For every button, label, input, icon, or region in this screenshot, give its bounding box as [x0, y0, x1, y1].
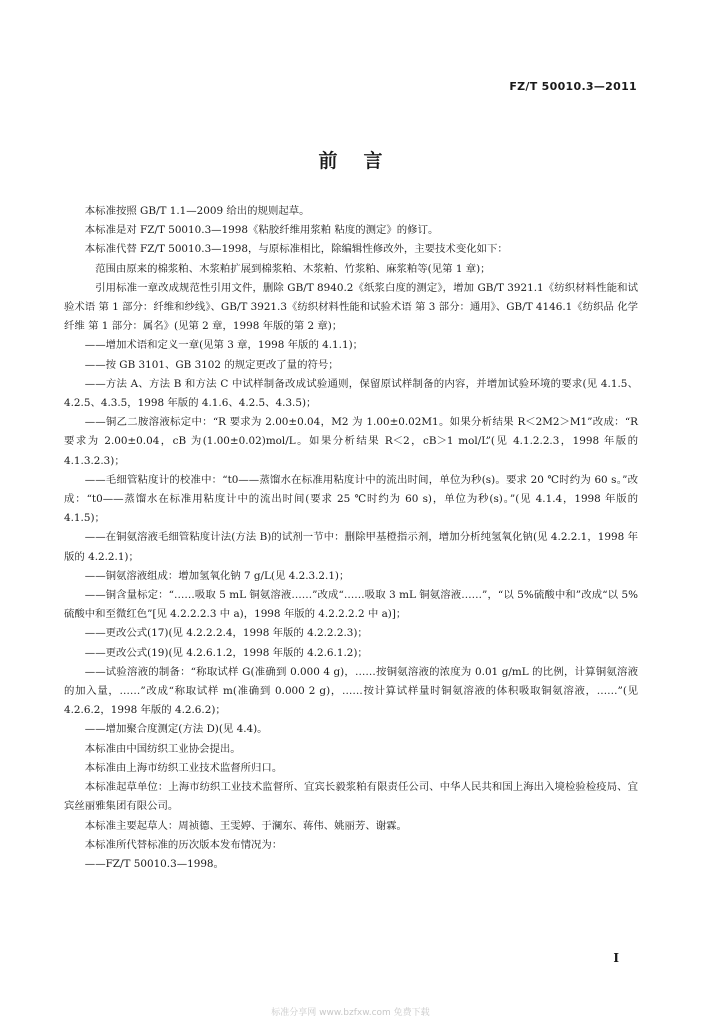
change-item-test-solution: ——试验溶液的制备：“称取试样 G(准确到 0.000 4 g)，……按铜氨溶液的浓度为 0.01 g/mL 的比例，计算铜氨溶液的加入量，……”改成“称取试样 m(准确到 0.000 2 g)，……按计算试样量时铜氨溶液的体积吸取铜氨溶液，……”(见 4.2.6.2，1998 年版的 4.2.6.2)； — [64, 665, 638, 717]
foreword-body — [64, 202, 638, 874]
change-item-calibration: ——铜乙二胺溶液标定中：“R 要求为 2.00±0.04，M2 为 1.00±0.02M1。如果分析结果 R＜2M2＞M1”改成：“R 要求为 2.00±0.04，cB 为(1.00±0.02)mol/L。如果分析结果 R＜2，cB＞1 mol/L”(见 4.1.2.2.3，1998 年版的 4.1.3.2.3)； — [64, 416, 638, 467]
standard-code: FZ/T 50010.3—2011 — [509, 80, 637, 93]
change-item-reagents: ——在铜氨溶液毛细管粘度计法(方法 B)的试剂一节中：删除甲基橙指示剂，增加分析纯氢氧化钠(见 4.2.2.1，1998 年版的 4.2.2.1)； — [64, 531, 638, 563]
change-item-polymerization: ——增加聚合度测定(方法 D)(见 4.4)。 — [84, 723, 268, 736]
change-item-symbols: ——按 GB 3101、GB 3102 的规定更改了量的符号； — [84, 358, 339, 371]
paragraph-replaces: 本标准代替 FZ/T 50010.3—1998，与原标准相比，除编辑性修改外，主要技术变化如下： — [84, 243, 508, 256]
change-item-composition: ——铜氨溶液组成：增加氢氧化钠 7 g/L(见 4.2.3.2.1)； — [84, 569, 350, 582]
page-number: I — [613, 951, 619, 965]
page-title: 前言 — [318, 150, 409, 172]
paragraph-drafting-units: 本标准起草单位：上海市纺织工业技术监督所、宜宾长毅浆粕有限责任公司、中华人民共和国上海出入境检验检疫局、宜宾丝丽雅集团有限公司。 — [64, 781, 638, 813]
change-item-formula-19: ——更改公式(19)(见 4.2.6.1.2，1998 年版的 4.2.6.1.2)； — [84, 646, 368, 659]
paragraph-history: 本标准所代替标准的历次版本发布情况为： — [84, 838, 283, 851]
paragraph-centralized-by: 本标准由上海市纺织工业技术监督所归口。 — [84, 761, 283, 774]
change-item-references: 引用标准一章改成规范性引用文件，删除 GB/T 8940.2《纸浆白度的测定》，增加 GB/T 3921.1《纺织材料性能和试验术语 第 1 部分：纤维和纱线》、GB/T 3921.3《纺织材料性能和试验术语 第 3 部分：通用》、GB/T 4146.1《纺织品 化学纤维 第 1 部分：属名》(见第 2 章，1998 年版的第 2 章)； — [64, 281, 638, 333]
paragraph-drafters: 本标准主要起草人：周祯德、王雯婷、于澜东、蒋伟、姚丽芳、谢霖。 — [84, 819, 407, 832]
change-item-scope: 范围由原来的棉浆粕、木浆粕扩展到棉浆粕、木浆粕、竹浆粕、麻浆粕等(见第 1 章)； — [95, 262, 491, 275]
change-item-methods: ——方法 A、方法 B 和方法 C 中试样制备改成试验通则，保留原试样制备的内容，并增加试验环境的要求(见 4.1.5、4.2.5、4.3.5，1998 年版的 4.1.6、4.2.5、4.3.5)； — [64, 377, 638, 410]
paragraph-revision: 本标准是对 FZ/T 50010.3—1998《粘胶纤维用浆粕 粘度的测定》的修订。 — [84, 224, 439, 237]
change-item-viscometer: ——毛细管粘度计的校准中：“t0——蒸馏水在标准用粘度计中的流出时间，单位为秒(s)。要求 20 ℃时约为 60 s。”改成：“t0——蒸馏水在标准用粘度计中的流出时间(要求 25 ℃时约为 60 s)，单位为秒(s)。”(见 4.1.4，1998 年版的 4.1.5)； — [64, 473, 638, 525]
change-item-formula-17: ——更改公式(17)(见 4.2.2.2.4，1998 年版的 4.2.2.2.3)； — [84, 627, 368, 640]
history-item: ——FZ/T 50010.3—1998。 — [84, 857, 224, 870]
change-item-terms: ——增加术语和定义一章(见第 3 章，1998 年版的 4.1.1)； — [84, 339, 364, 352]
paragraph-proposed-by: 本标准由中国纺织工业协会提出。 — [84, 742, 241, 755]
watermark: 标准分享网 www.bzfxw.com 免费下载 — [271, 1008, 430, 1018]
change-item-copper-content: ——铜含量标定：“……吸取 5 mL 铜氨溶液……”改成“……吸取 3 mL 铜氨溶液……”，“以 5%硫酸中和”改成“以 5%硫酸中和至微红色”[见 4.2.2.2.3 中 a)，1998 年版的 4.2.2.2.2 中 a)]； — [64, 589, 638, 621]
paragraph-drafting-rules: 本标准按照 GB/T 1.1—2009 给出的规则起草。 — [84, 205, 310, 217]
